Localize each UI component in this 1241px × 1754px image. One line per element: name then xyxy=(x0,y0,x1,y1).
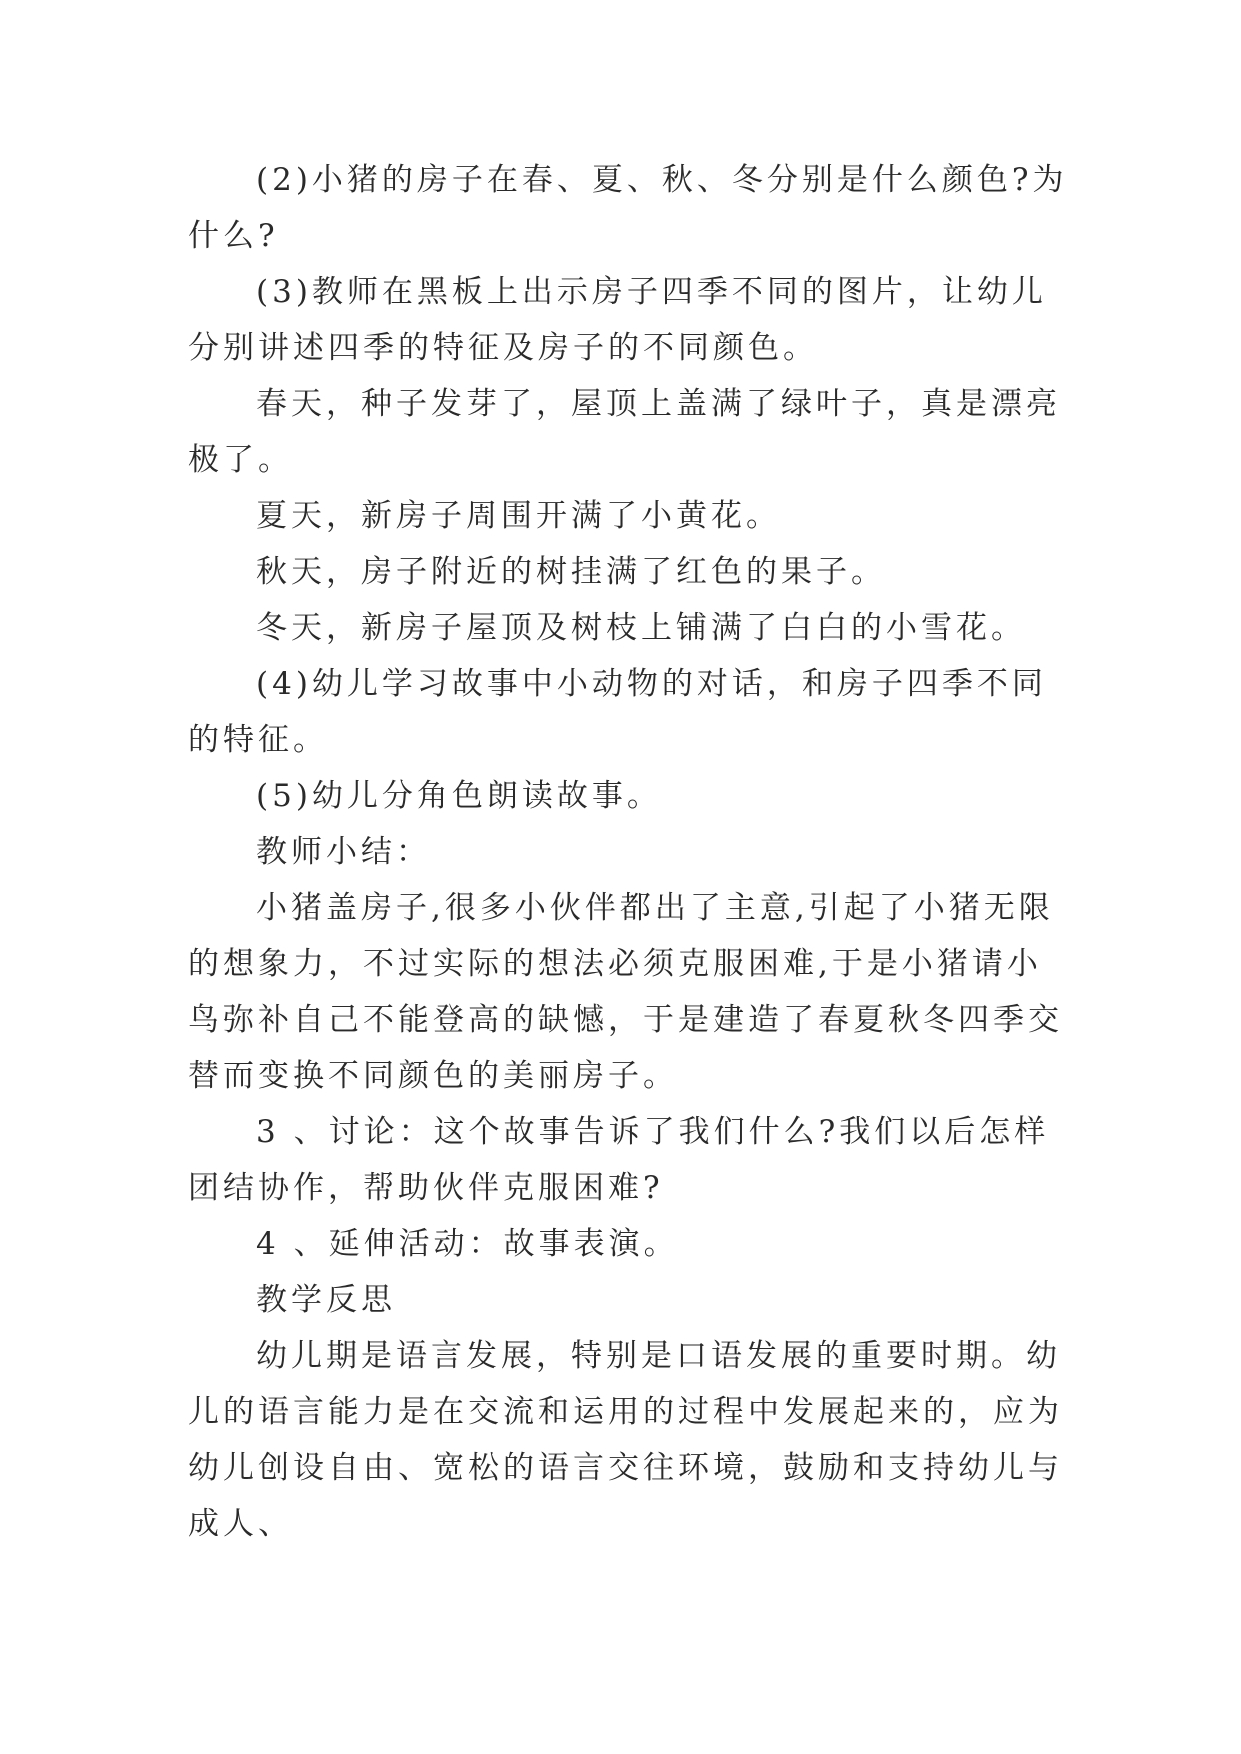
paragraph-reflection-heading: 教学反思 xyxy=(256,1282,396,1318)
paragraph-summer: 夏天，新房子周围开满了小黄花。 xyxy=(256,498,781,534)
paragraph-discussion: 3 、讨论：这个故事告诉了我们什么?我们以后怎样团结协作，帮助伙伴克服困难? xyxy=(188,1114,1050,1206)
paragraph-autumn: 秋天，房子附近的树挂满了红色的果子。 xyxy=(256,554,886,590)
paragraph-extension: 4 、延伸活动：故事表演。 xyxy=(256,1226,679,1262)
paragraph-question-2: (2)小猪的房子在春、夏、秋、冬分别是什么颜色?为什么? xyxy=(188,162,1068,254)
paragraph-step-4: (4)幼儿学习故事中小动物的对话，和房子四季不同的特征。 xyxy=(188,666,1047,758)
paragraph-step-5: (5)幼儿分角色朗读故事。 xyxy=(256,778,662,814)
paragraph-spring: 春天，种子发芽了，屋顶上盖满了绿叶子，真是漂亮极了。 xyxy=(188,386,1061,478)
paragraph-summary-heading: 教师小结： xyxy=(256,834,431,870)
document-body xyxy=(188,152,1068,1552)
paragraph-summary: 小猪盖房子,很多小伙伴都出了主意,引起了小猪无限的想象力，不过实际的想法必须克服困难,于是小猪请小鸟弥补自己不能登高的缺憾，于是建造了春夏秋冬四季交替而变换不同颜色的美丽房子。 xyxy=(188,890,1063,1094)
paragraph-reflection: 幼儿期是语言发展，特别是口语发展的重要时期。幼儿的语言能力是在交流和运用的过程中发展起来的，应为幼儿创设自由、宽松的语言交往环境，鼓励和支持幼儿与成人、 xyxy=(188,1338,1063,1542)
paragraph-question-3: (3)教师在黑板上出示房子四季不同的图片，让幼儿分别讲述四季的特征及房子的不同颜色。 xyxy=(188,274,1047,366)
paragraph-winter: 冬天，新房子屋顶及树枝上铺满了白白的小雪花。 xyxy=(256,610,1026,646)
